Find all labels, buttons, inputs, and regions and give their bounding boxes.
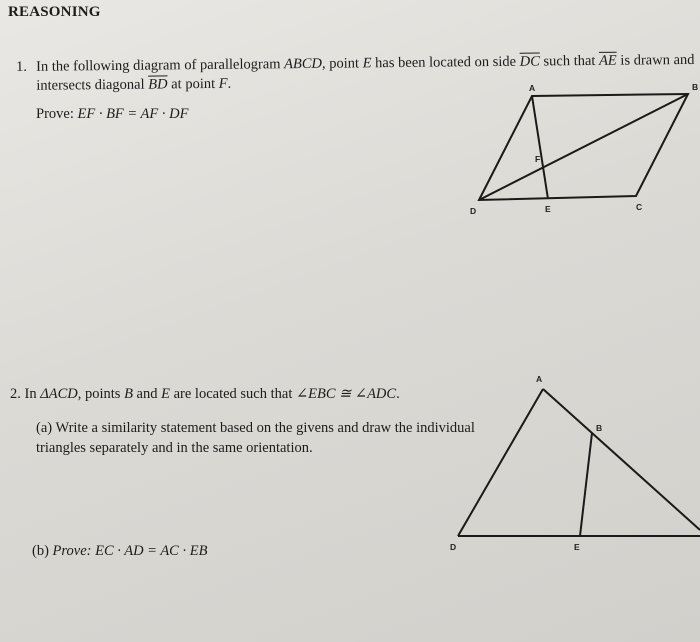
segment-dc: $\overline{DC}$ [519, 53, 540, 70]
label-b: B [692, 82, 699, 92]
problem-2-statement: 2. In ΔACD, points B and E are located such that ∠EBC ≅ ∠ADC. [10, 386, 400, 402]
segment-be [580, 433, 592, 536]
side-ac [543, 389, 700, 530]
problem-2-number: 2. [10, 386, 21, 402]
label-f: F [535, 154, 541, 164]
label-e: E [545, 204, 551, 214]
problem-1-prove-expression: EF · BF = AF · DF [77, 106, 189, 122]
label-a2: A [536, 374, 543, 384]
problem-1-prove: Prove: EF · BF = AF · DF [36, 106, 189, 122]
segment-bd: $\overline{BD}$ [148, 76, 168, 93]
parallelogram-figure [479, 94, 688, 200]
label-b2: B [596, 423, 603, 433]
segment-ae: $\overline{AE}$ [598, 52, 617, 69]
side-ad [458, 389, 543, 536]
problem-2-part-a: (a) Write a similarity statement based on the givens and draw the individual triangles separately and in the same orientation. [36, 420, 475, 456]
label-c: C [636, 202, 643, 212]
label-d2: D [450, 542, 457, 552]
angle-congruence: ∠EBC ≅ ∠ADC [295, 386, 397, 402]
problem-1-text: In the following diagram of parallelogram ABCD, point E has been located on side $\overline{DC}$ such that $\overline{AE}$ is drawn and intersects diagonal $\overline{BD}$ at point F. [36, 51, 695, 94]
problem-2-part-b: (b) Prove: EC · AD = AC · EB [32, 543, 208, 559]
diagonal-bd [479, 94, 688, 200]
label-d: D [470, 206, 477, 216]
triangle-figure [458, 389, 700, 536]
label-e2: E [574, 542, 580, 552]
section-title: REASONING [8, 4, 101, 20]
label-a: A [529, 83, 536, 93]
segment-ae-line [532, 96, 548, 199]
problem-1-number: 1. [16, 58, 28, 75]
